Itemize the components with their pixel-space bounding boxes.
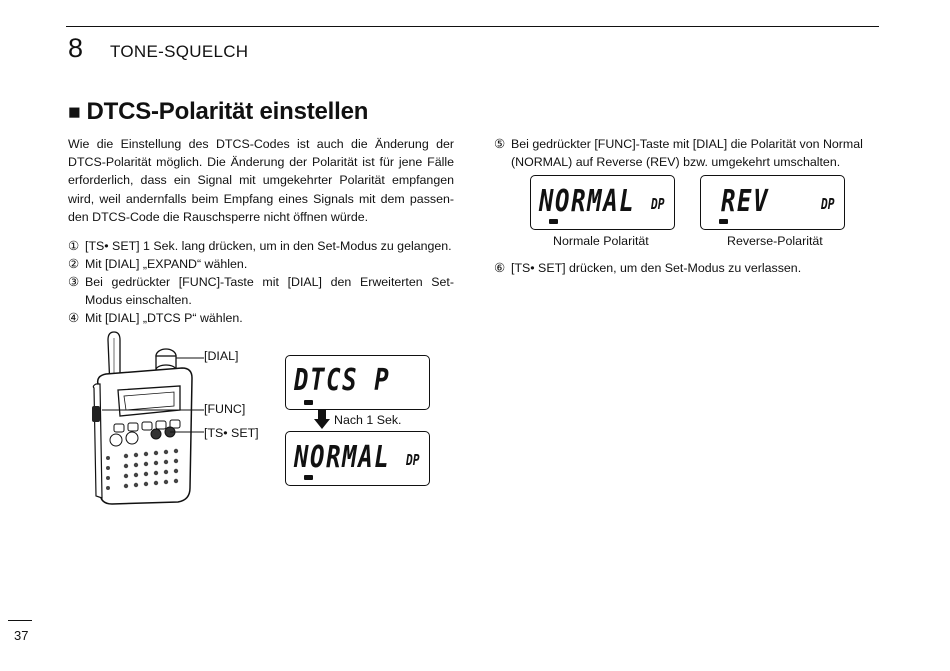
chapter-number: 8 xyxy=(68,33,84,63)
step-number: ⑤ xyxy=(494,137,506,151)
header-rule xyxy=(66,26,879,27)
lcd-text: REV xyxy=(721,184,770,219)
step-text: Bei gedrückter [FUNC]-Taste mit [DIAL] die Polarität von Normal (NORMAL) auf Reverse (REV) bzw. umgekehrt umschalten. xyxy=(511,137,863,169)
step-3 xyxy=(68,273,454,309)
lcd-normal-polarity xyxy=(530,175,675,230)
lcd-normal xyxy=(285,431,430,486)
lcd-text: NORMAL xyxy=(294,440,391,475)
battery-icon xyxy=(304,475,313,480)
battery-icon xyxy=(304,400,313,405)
step-2 xyxy=(68,255,454,273)
step-number: ③ xyxy=(68,275,80,289)
step-text: [TS• SET] 1 Sek. lang drücken, um in den Set-Modus zu gelangen. xyxy=(85,239,452,253)
step-text: [TS• SET] drücken, um den Set-Modus zu verlassen. xyxy=(511,261,802,275)
page-number: 37 xyxy=(14,628,29,643)
dial-label: [DIAL] xyxy=(204,349,239,363)
footer-rule xyxy=(8,620,32,621)
step-number: ⑥ xyxy=(494,261,506,275)
lcd-reverse-polarity xyxy=(700,175,845,230)
section-bullet: ■ xyxy=(68,101,81,124)
func-label: [FUNC] xyxy=(204,402,246,416)
lcd-dp: DP xyxy=(821,195,835,213)
step-number: ① xyxy=(68,239,80,253)
caption-normal: Normale Polarität xyxy=(553,234,649,248)
section-title-text: DTCS-Polarität einstellen xyxy=(86,98,369,125)
intro-paragraph: Wie die Einstellung des DTCS-Codes ist auch die Änderung der DTCS-Polarität möglich. Die Änderung der Polarität ist für jene Fälle erforderlich, dass ein Signal mit umgekehrter Polarität empfangen wird, weil andernfalls beim Empfang eines Signals mit dem passen-den DTCS-Code die Rauschsperre nicht öffnen würde. xyxy=(68,137,454,224)
radio-illustration xyxy=(86,328,206,508)
step-5 xyxy=(494,135,882,171)
step-6 xyxy=(494,259,882,277)
lcd-dtcs-p xyxy=(285,355,430,410)
lcd-dp: DP xyxy=(651,195,665,213)
step-text: Mit [DIAL] „DTCS P“ wählen. xyxy=(85,311,243,325)
caption-reverse: Reverse-Polarität xyxy=(727,234,823,248)
lcd-text: NORMAL xyxy=(539,184,636,219)
battery-icon xyxy=(719,219,728,224)
ts-set-label: [TS• SET] xyxy=(204,426,259,440)
step-number: ④ xyxy=(68,311,80,325)
steps-left xyxy=(68,237,454,327)
step-text: Bei gedrückter [FUNC]-Taste mit [DIAL] den Erweiterten Set-Modus einschalten. xyxy=(85,275,454,307)
lcd-text: DTCS P xyxy=(294,363,391,398)
arrow-down-icon xyxy=(314,410,330,430)
step-text: Mit [DIAL] „EXPAND“ wählen. xyxy=(85,257,248,271)
section-title xyxy=(68,98,368,126)
lcd-dp: DP xyxy=(406,451,420,469)
step-1 xyxy=(68,237,454,255)
step-number: ② xyxy=(68,257,80,271)
step-4 xyxy=(68,309,454,327)
arrow-caption: Nach 1 Sek. xyxy=(334,413,402,427)
battery-icon xyxy=(549,219,558,224)
chapter-title: TONE-SQUELCH xyxy=(110,42,249,61)
